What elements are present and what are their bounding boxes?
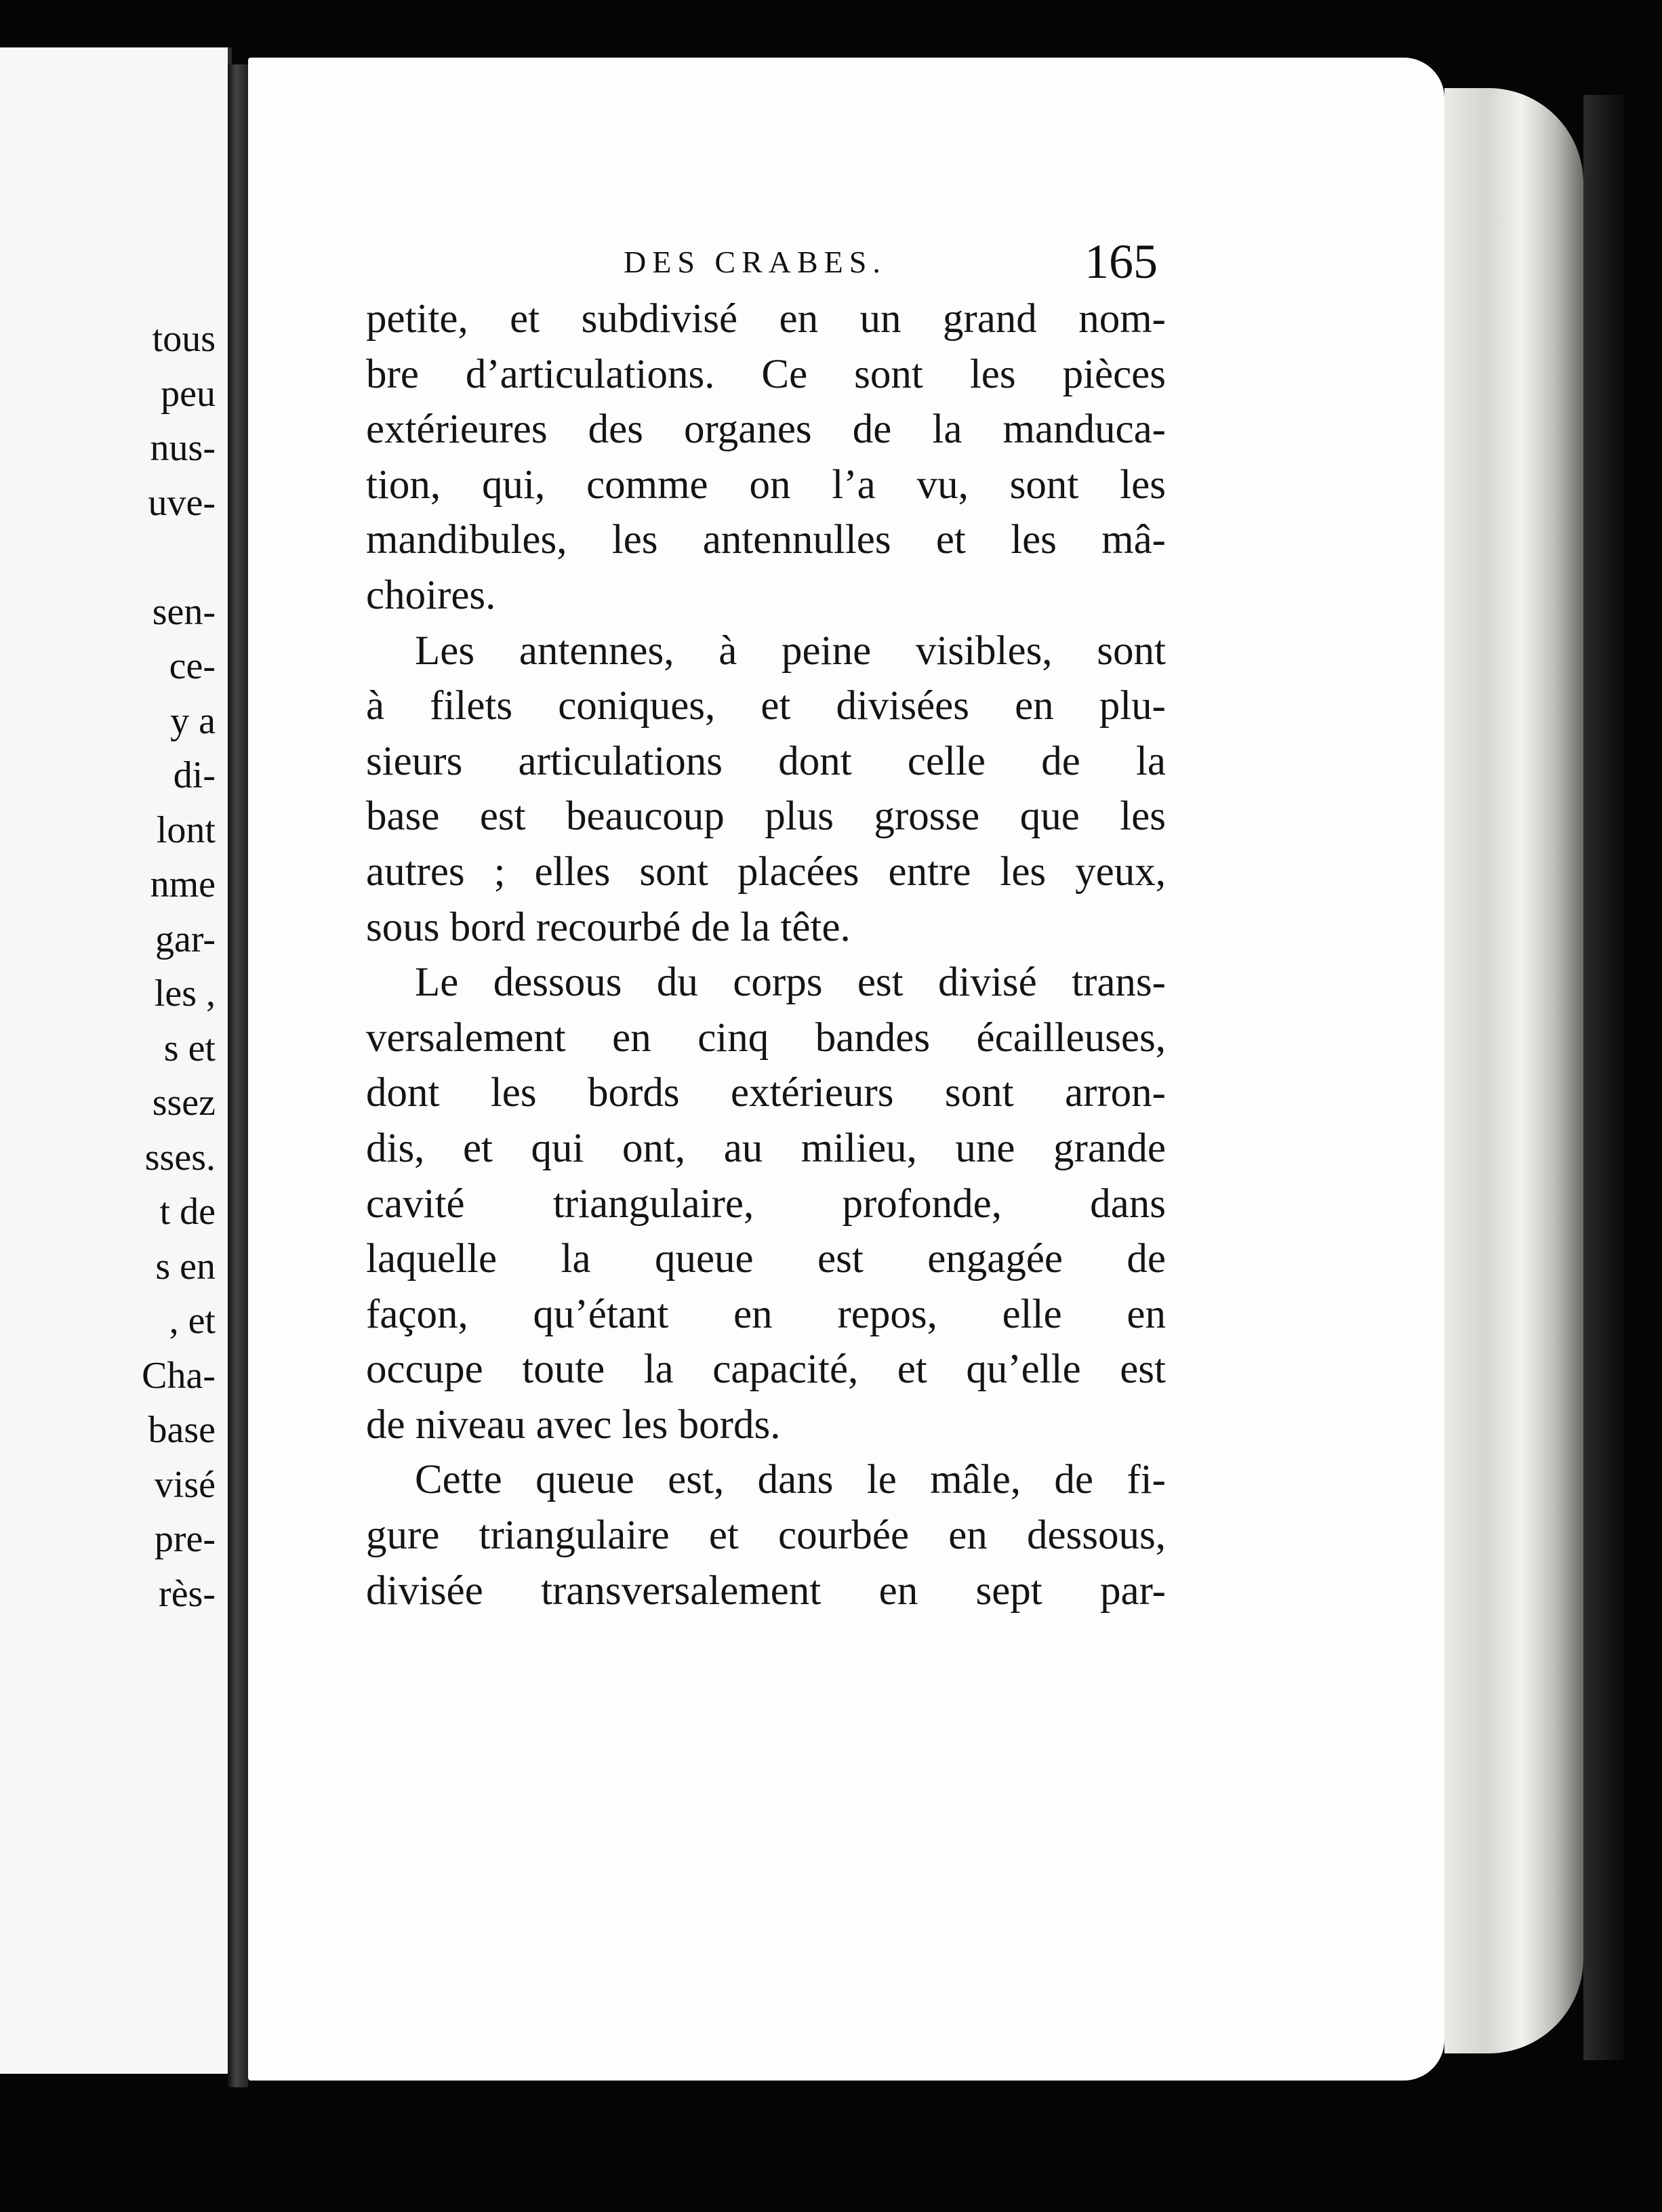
text-line: mandibules, les antennulles et les mâ- bbox=[366, 517, 1166, 563]
left-page-fragment: Cha- bbox=[142, 1354, 216, 1397]
left-page-fragment: lont bbox=[156, 808, 216, 851]
left-page-fragment: , et bbox=[169, 1300, 216, 1342]
left-page-fragment: peu bbox=[161, 372, 216, 415]
running-head: DES CRABES. bbox=[624, 245, 887, 279]
text-line: cavité triangulaire, profonde, dans bbox=[366, 1181, 1166, 1227]
text-line: choires. bbox=[366, 572, 496, 618]
text-line: tion, qui, comme on l’a vu, sont les bbox=[366, 462, 1166, 508]
left-page-fragment: ssez bbox=[152, 1082, 216, 1124]
text-line: sieurs articulations dont celle de la bbox=[366, 738, 1166, 784]
left-page-fragment: t de bbox=[159, 1191, 216, 1233]
text-line: sous bord recourbé de la tête. bbox=[366, 904, 851, 950]
body-text bbox=[366, 291, 1166, 1618]
left-page-fragment: di- bbox=[173, 754, 216, 796]
text-line: versalement en cinq bandes écailleuses, bbox=[366, 1015, 1166, 1061]
left-page-fragment: y a bbox=[170, 699, 216, 742]
left-facing-page bbox=[0, 47, 232, 2074]
text-line: à filets coniques, et divisées en plu- bbox=[366, 683, 1166, 729]
page-number: 165 bbox=[1085, 234, 1158, 289]
left-page-fragment: sses. bbox=[144, 1136, 216, 1179]
page-edges bbox=[1444, 88, 1583, 2053]
text-line: base est beaucoup plus grosse que les bbox=[366, 794, 1166, 840]
text-line: petite, et subdivisé en un grand nom- bbox=[366, 296, 1166, 342]
book-gutter bbox=[228, 64, 248, 2087]
left-page-line-fragments bbox=[142, 312, 216, 1621]
text-line: Cette queue est, dans le mâle, de fi- bbox=[415, 1457, 1166, 1503]
left-page-fragment: sen- bbox=[152, 590, 216, 633]
left-page-fragment: s en bbox=[155, 1245, 216, 1288]
text-line: laquelle la queue est engagée de bbox=[366, 1236, 1166, 1282]
text-line: de niveau avec les bords. bbox=[366, 1401, 781, 1448]
left-page-fragment: rès- bbox=[159, 1572, 216, 1615]
left-page-fragment: s et bbox=[163, 1027, 216, 1069]
text-line: gure triangulaire et courbée en dessous, bbox=[366, 1513, 1166, 1559]
text-line: dont les bords extérieurs sont arron- bbox=[366, 1070, 1166, 1116]
left-page-fragment: tous bbox=[152, 318, 216, 360]
text-line: autres ; elles sont placées entre les yeux, bbox=[366, 848, 1166, 895]
left-page-fragment: visé bbox=[154, 1463, 216, 1506]
left-page-fragment: pre- bbox=[154, 1518, 216, 1560]
left-page-fragment: base bbox=[148, 1409, 216, 1451]
left-page-fragment: nus- bbox=[150, 427, 216, 469]
left-page-fragment bbox=[142, 530, 216, 585]
text-line: bre d’articulations. Ce sont les pièces bbox=[366, 351, 1166, 397]
left-page-fragment: nme bbox=[150, 863, 216, 905]
left-page-fragment: ce- bbox=[169, 645, 216, 687]
text-line: Les antennes, à peine visibles, sont bbox=[415, 628, 1166, 674]
text-line: divisée transversalement en sept par- bbox=[366, 1568, 1166, 1614]
text-line: dis, et qui ont, au milieu, une grande bbox=[366, 1125, 1166, 1171]
binding-edge bbox=[1583, 95, 1624, 2060]
text-line: façon, qu’étant en repos, elle en bbox=[366, 1291, 1166, 1337]
left-page-fragment: gar- bbox=[155, 918, 216, 960]
left-page-fragment: les , bbox=[154, 972, 216, 1015]
left-page-fragment: uve- bbox=[148, 481, 216, 524]
text-line: extérieures des organes de la manduca- bbox=[366, 407, 1166, 453]
text-line: occupe toute la capacité, et qu’elle est bbox=[366, 1347, 1166, 1393]
text-line: Le dessous du corps est divisé trans- bbox=[415, 960, 1166, 1006]
